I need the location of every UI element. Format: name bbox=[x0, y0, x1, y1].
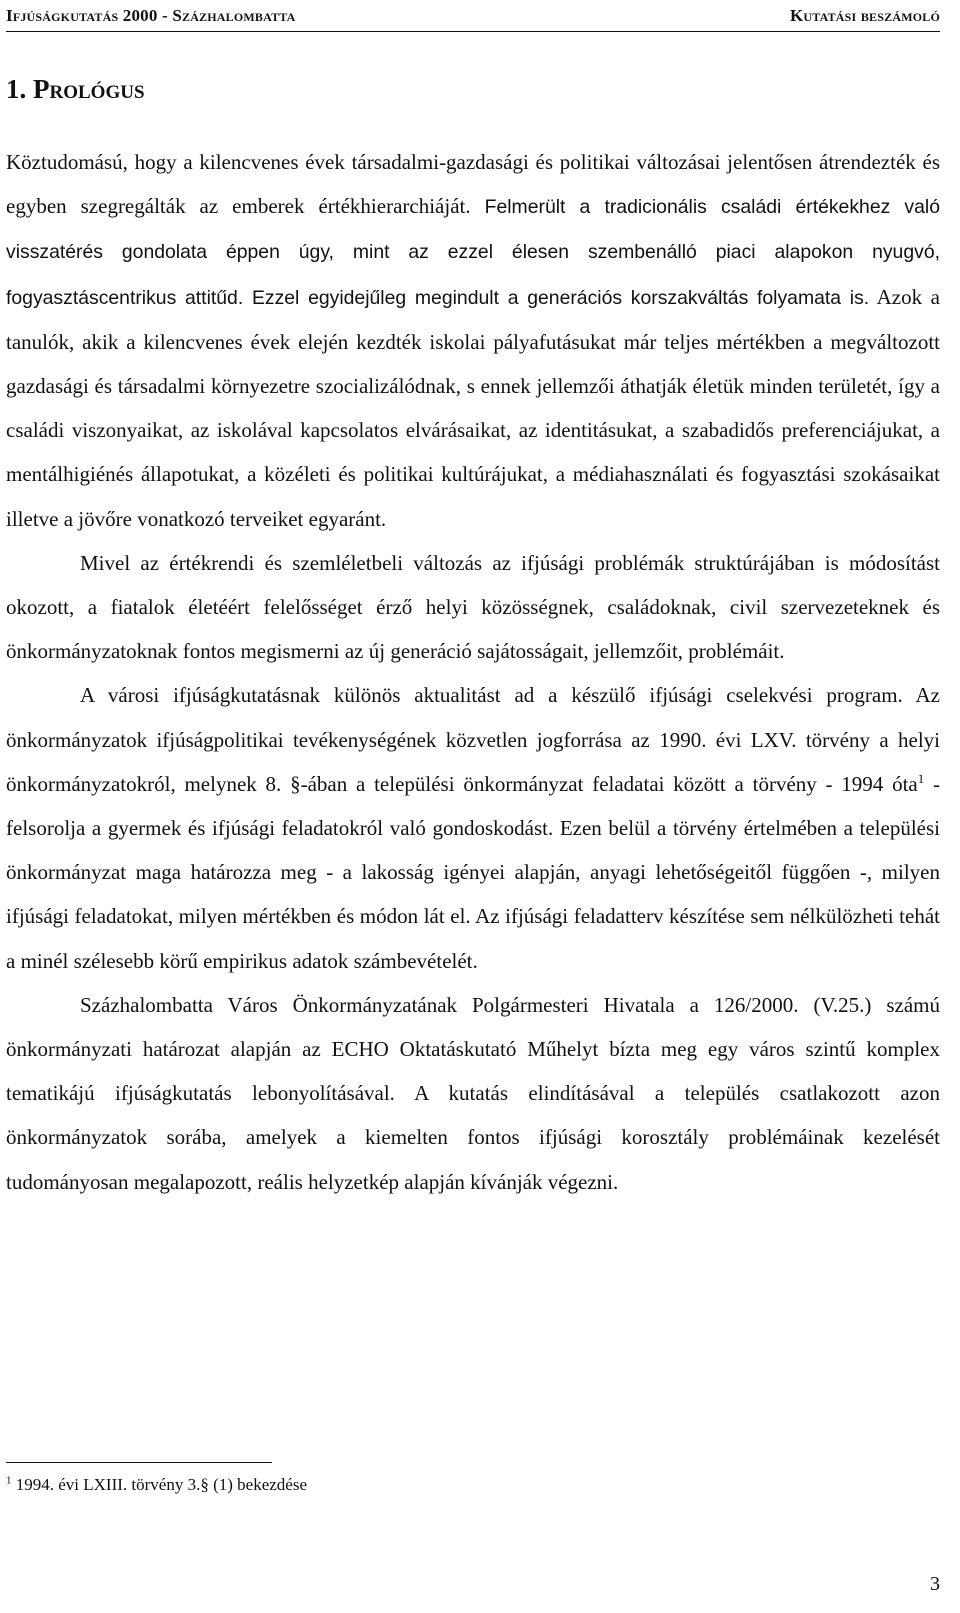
footnote-divider bbox=[6, 1462, 272, 1463]
footnote-text: 1994. évi LXIII. törvény 3.§ (1) bekezdése bbox=[11, 1475, 308, 1494]
page-number: 3 bbox=[930, 1573, 940, 1595]
paragraph-1-part-3: Azok a tanulók, akik a kilencvenes évek elején kezdték iskolai pályafutásukat már teljes mértékben a megváltozott gazdasági és társadalmi környezetre szocializálódnak, s ennek jellemzői áthatják életük minden területét, így a családi viszonyaikat, az iskolával kapcsolatos elvárásaikat, az identitásukat, a szabadidős preferenciájukat, a mentálhigiénés állapotukat, a közéleti és politikai kultúrájukat, a médiahasználati és fogyasztási szokásaikat illetve a jövőre vonatkozó terveiket egyaránt. bbox=[6, 284, 940, 531]
chapter-title: 1. Prológus bbox=[6, 74, 145, 104]
header-right-title: Kutatási beszámoló bbox=[790, 6, 940, 25]
paragraph-1-part-2: Felmerült a tradicionális családi értékekhez való visszatérés gondolata éppen úgy, mint az ezzel élesen szembenálló piaci alapokon nyugvó, fogyasztáscentrikus attitűd. Ezzel egyidejűleg megindult a generációs korszakváltás folyamata is. bbox=[6, 196, 940, 309]
footnote bbox=[6, 1475, 307, 1495]
body-text bbox=[6, 140, 940, 1204]
header-left-title: Ifjúságkutatás 2000 - Százhalombatta bbox=[6, 6, 296, 25]
running-header bbox=[6, 4, 940, 26]
header-divider bbox=[6, 31, 940, 32]
paragraph-1-part-1: Köztudomású, hogy a kilencvenes évek társadalmi-gazdasági és politikai változásai jelentősen átrendezték és egyben szegregálták az emberek értékhierarchiáját. bbox=[6, 150, 940, 219]
footnote-reference: 1 bbox=[917, 770, 925, 786]
paragraph-2: Mivel az értékrendi és szemléletbeli változás az ifjúsági problémák struktúrájában is módosítást okozott, a fiatalok életéért felelősséget érző helyi közösségnek, családoknak, civil szervezeteknek és önkormányzatoknak fontos megismerni az új generáció sajátosságait, jellemzőit, problémáit. bbox=[6, 550, 940, 664]
paragraph-3 bbox=[6, 673, 940, 982]
paragraph-1 bbox=[6, 140, 940, 541]
paragraph-3-text-b: - felsorolja a gyermek és ifjúsági feladatokról való gondoskodást. Ezen belül a törvény értelmében a települési önkormányzat maga határozza meg - a lakosság igényei alapján, anyagi lehetőségeitől függően -, milyen ifjúsági feladatokat, milyen mértékben és módon lát el. Az ifjúsági feladatterv készítése sem nélkülözheti tehát a minél szélesebb körű empirikus adatok számbevételét. bbox=[6, 771, 940, 973]
footnote-number: 1 bbox=[6, 1474, 12, 1487]
paragraph-3-text-a: A városi ifjúságkutatásnak különös aktualitást ad a készülő ifjúsági cselekvési program. Az önkormányzatok ifjúságpolitikai tevékenységének közvetlen jogforrása az 1990. évi LXV. törvény a helyi önkormányzatokról, melynek 8. §-ában a települési önkormányzat feladatai között a törvény - 1994 óta bbox=[6, 683, 940, 796]
paragraph-4: Százhalombatta Város Önkormányzatának Polgármesteri Hivatala a 126/2000. (V.25.) számú önkormányzati határozat alapján az ECHO Oktatáskutató Műhelyt bízta meg egy város szintű komplex tematikájú ifjúságkutatás lebonyolításával. A kutatás elindításával a település csatlakozott azon önkormányzatok sorába, amelyek a kiemelten fontos ifjúsági korosztály problémáinak kezelését tudományosan megalapozott, reális helyzetkép alapján kívánják végezni. bbox=[6, 992, 940, 1194]
